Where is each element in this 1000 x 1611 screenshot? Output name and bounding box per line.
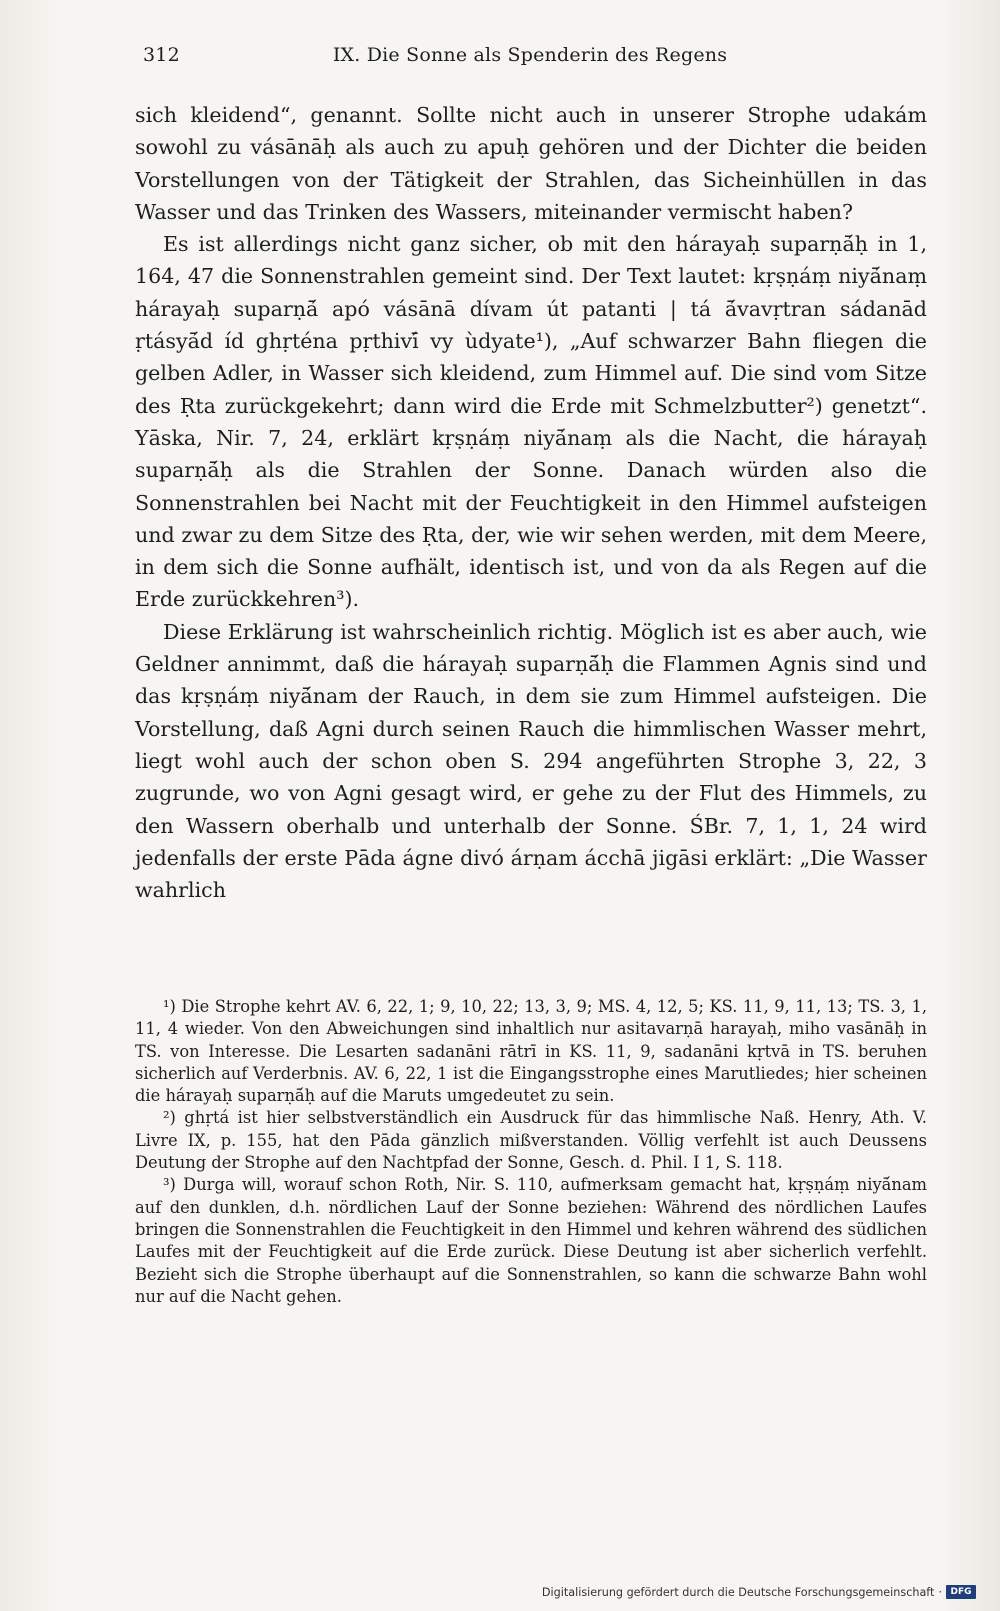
paragraph-1: sich kleidend“, genannt. Sollte nicht auch in unserer Strophe udakám sowohl zu vásānāḥ als auch zu apuḥ gehören und der Dichter die beiden Vorstellungen von der Tätigkeit der Strahlen, das Sicheinhüllen in das Wasser und das Trinken des Wassers, miteinander vermischt haben? <box>135 103 927 224</box>
chapter-title: IX. Die Sonne als Spenderin des Regens <box>332 44 728 66</box>
page-number: 312 <box>143 44 180 66</box>
digitization-credit: Digitalisierung gefördert durch die Deutsche Forschungsgemeinschaft · DFG <box>542 1583 976 1601</box>
main-text <box>135 99 927 906</box>
footnote-2: ²) ghṛtá ist hier selbstverständlich ein Ausdruck für das himmlische Naß. Henry, Ath. V. Livre IX, p. 155, hat den Pāda gänzlich mißverstanden. Völlig verfehlt ist auch Deussens Deutung der Strophe auf den Nachtpfad der Sonne, Gesch. d. Phil. I 1, S. 118. <box>135 1108 927 1173</box>
footnotes <box>135 996 927 1308</box>
paragraph-3: Diese Erklärung ist wahrscheinlich richtig. Möglich ist es aber auch, wie Geldner annimmt, daß die hárayaḥ suparṇā́ḥ die Flammen Agnis sind und das kṛṣṇáṃ niyā́nam der Rauch, in dem sie zum Himmel aufsteigen. Die Vorstellung, daß Agni durch seinen Rauch die himmlischen Wasser mehrt, liegt wohl auch der schon oben S. 294 angeführten Strophe 3, 22, 3 zugrunde, wo von Agni gesagt wird, er gehe zu der Flut des Himmels, zu den Wassern oberhalb und unterhalb der Sonne. ŚBr. 7, 1, 1, 24 wird jedenfalls der erste Pāda ágne divó árṇam ácchā jigāsi erklärt: „Die Wasser wahrlich <box>135 619 927 903</box>
paragraph-2: Es ist allerdings nicht ganz sicher, ob mit den hárayaḥ suparṇā́ḥ in 1, 164, 47 die Sonnenstrahlen gemeint sind. Der Text lautet: kṛṣṇáṃ niyā́naṃ hárayaḥ suparṇā́ apó vásānā dívam út patanti | tá ā́vavṛtran sádanād ṛtásyā́d íd ghṛténa pṛthivī́ vy ùdyate¹), „Auf schwarzer Bahn fliegen die gelben Adler, in Wasser sich kleidend, zum Himmel auf. Die sind vom Sitze des Ṛta zurückgekehrt; dann wird die Erde mit Schmelzbutter²) genetzt“. Yāska, Nir. 7, 24, erklärt kṛṣṇáṃ niyā́naṃ als die Nacht, die hárayaḥ suparṇā́ḥ als die Strahlen der Sonne. Danach würden also die Sonnenstrahlen bei Nacht mit der Feuchtigkeit in den Himmel aufsteigen und zwar zu dem Sitze des Ṛta, der, wie wir sehen werden, mit dem Meere, in dem sich die Sonne aufhält, identisch ist, und von da als Regen auf die Erde zurückkehren³). <box>135 232 927 612</box>
dfg-logo-icon: DFG <box>946 1585 976 1599</box>
credit-text: Digitalisierung gefördert durch die Deutsche Forschungsgemeinschaft <box>541 1585 935 1599</box>
footnote-3: ³) Durga will, worauf schon Roth, Nir. S. 110, aufmerksam gemacht hat, kṛṣṇáṃ niyā́nam auf den dunklen, d.h. nördlichen Lauf der Sonne beziehen: Während des nördlichen Laufes bringen die Sonnenstrahlen die Feuchtigkeit in den Himmel und kehren während des südlichen Laufes mit der Feuchtigkeit auf die Erde zurück. Diese Deutung ist aber sicherlich verfehlt. Bezieht sich die Strophe überhaupt auf die Sonnenstrahlen, so kann die schwarze Bahn wohl nur auf die Nacht gehen. <box>135 1175 927 1306</box>
footnote-1: ¹) Die Strophe kehrt AV. 6, 22, 1; 9, 10, 22; 13, 3, 9; MS. 4, 12, 5; KS. 11, 9, 11, 13; TS. 3, 1, 11, 4 wieder. Von den Abweichungen sind inhaltlich nur asitavarṇā harayaḥ, miho vasānāḥ in TS. von Interesse. Die Lesarten sadanāni rātrī in KS. 11, 9, sadanāni kṛtvā in TS. beruhen sicherlich auf Verderbnis. AV. 6, 22, 1 ist die Eingangsstrophe eines Marutliedes; hier scheinen die hárayaḥ suparṇā́ḥ auf die Maruts umgedeutet zu sein. <box>135 997 927 1106</box>
running-header <box>135 44 925 74</box>
